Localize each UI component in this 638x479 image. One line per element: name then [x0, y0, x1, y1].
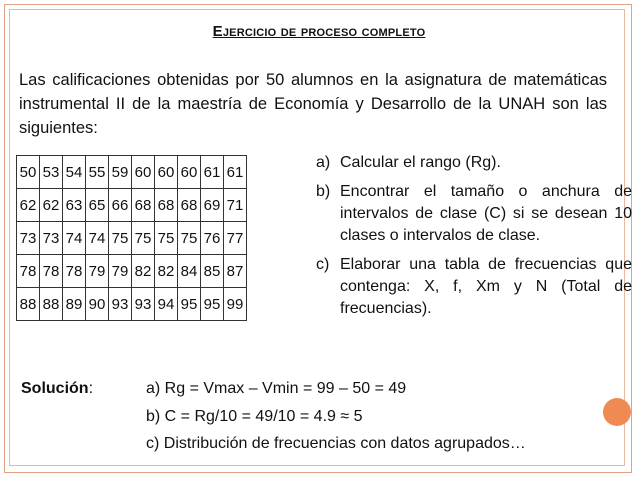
score-cell: 61 — [201, 156, 224, 189]
score-cell: 84 — [178, 255, 201, 288]
score-cell: 87 — [224, 255, 247, 288]
slide-title: Ejercicio de proceso completo — [212, 23, 426, 40]
score-cell: 74 — [63, 222, 86, 255]
score-cell: 88 — [40, 288, 63, 321]
score-cell: 69 — [201, 189, 224, 222]
score-cell: 85 — [201, 255, 224, 288]
score-cell: 78 — [17, 255, 40, 288]
question-text: Encontrar el tamaño o anchura de intervalos de clase (C) si se desean 10 clases o intervalos de clase. — [340, 183, 632, 244]
score-cell: 59 — [109, 156, 132, 189]
score-cell: 82 — [132, 255, 155, 288]
decorative-circle — [603, 398, 631, 426]
score-cell: 54 — [63, 156, 86, 189]
score-cell: 77 — [224, 222, 247, 255]
score-cell: 60 — [178, 156, 201, 189]
score-cell: 61 — [224, 156, 247, 189]
solution-line-a: a) Rg = Vmax – Vmin = 99 – 50 = 49 — [146, 380, 407, 397]
solution-line-b: b) C = Rg/10 = 49/10 = 4.9 ≈ 5 — [146, 407, 363, 425]
score-cell: 78 — [40, 255, 63, 288]
solution-lines — [146, 380, 616, 463]
scores-table — [16, 155, 247, 321]
solution-line-c: c) Distribución de frecuencias con datos agrupados… — [146, 435, 526, 452]
scores-row — [17, 222, 247, 255]
score-cell: 68 — [178, 189, 201, 222]
score-cell: 50 — [17, 156, 40, 189]
score-cell: 75 — [109, 222, 132, 255]
score-cell: 73 — [40, 222, 63, 255]
score-cell: 60 — [132, 156, 155, 189]
solution-label: Solución: — [21, 380, 94, 397]
score-cell: 82 — [155, 255, 178, 288]
score-cell: 99 — [224, 288, 247, 321]
score-cell: 89 — [63, 288, 86, 321]
score-cell: 74 — [86, 222, 109, 255]
question-letter: a) — [316, 154, 331, 171]
score-cell: 68 — [155, 189, 178, 222]
score-cell: 90 — [86, 288, 109, 321]
score-cell: 73 — [17, 222, 40, 255]
score-cell: 65 — [86, 189, 109, 222]
score-cell: 78 — [63, 255, 86, 288]
score-cell: 93 — [132, 288, 155, 321]
score-cell: 76 — [201, 222, 224, 255]
score-cell: 95 — [201, 288, 224, 321]
score-cell: 75 — [132, 222, 155, 255]
question-c — [316, 254, 632, 320]
scores-row — [17, 255, 247, 288]
score-cell: 62 — [40, 189, 63, 222]
question-text: Calcular el rango (Rg). — [340, 154, 501, 171]
score-cell: 79 — [86, 255, 109, 288]
score-cell: 88 — [17, 288, 40, 321]
score-cell: 95 — [178, 288, 201, 321]
score-cell: 55 — [86, 156, 109, 189]
question-b — [316, 181, 632, 247]
questions-list — [316, 152, 632, 327]
intro-paragraph: Las calificaciones obtenidas por 50 alumnos en la asignatura de matemáticas instrumental II de la maestría de Economía y Desarrollo de la UNAH son las siguientes: — [19, 71, 607, 137]
score-cell: 68 — [132, 189, 155, 222]
question-a — [316, 152, 632, 174]
score-cell: 71 — [224, 189, 247, 222]
scores-row — [17, 189, 247, 222]
score-cell: 75 — [178, 222, 201, 255]
score-cell: 66 — [109, 189, 132, 222]
score-cell: 94 — [155, 288, 178, 321]
score-cell: 75 — [155, 222, 178, 255]
score-cell: 93 — [109, 288, 132, 321]
question-letter: c) — [316, 256, 330, 273]
score-cell: 63 — [63, 189, 86, 222]
score-cell: 60 — [155, 156, 178, 189]
scores-row — [17, 288, 247, 321]
scores-row — [17, 156, 247, 189]
question-text: Elaborar una tabla de frecuencias que contenga: X, f, Xm y N (Total de frecuencias). — [340, 256, 632, 317]
score-cell: 53 — [40, 156, 63, 189]
question-letter: b) — [316, 183, 331, 200]
score-cell: 62 — [17, 189, 40, 222]
score-cell: 79 — [109, 255, 132, 288]
